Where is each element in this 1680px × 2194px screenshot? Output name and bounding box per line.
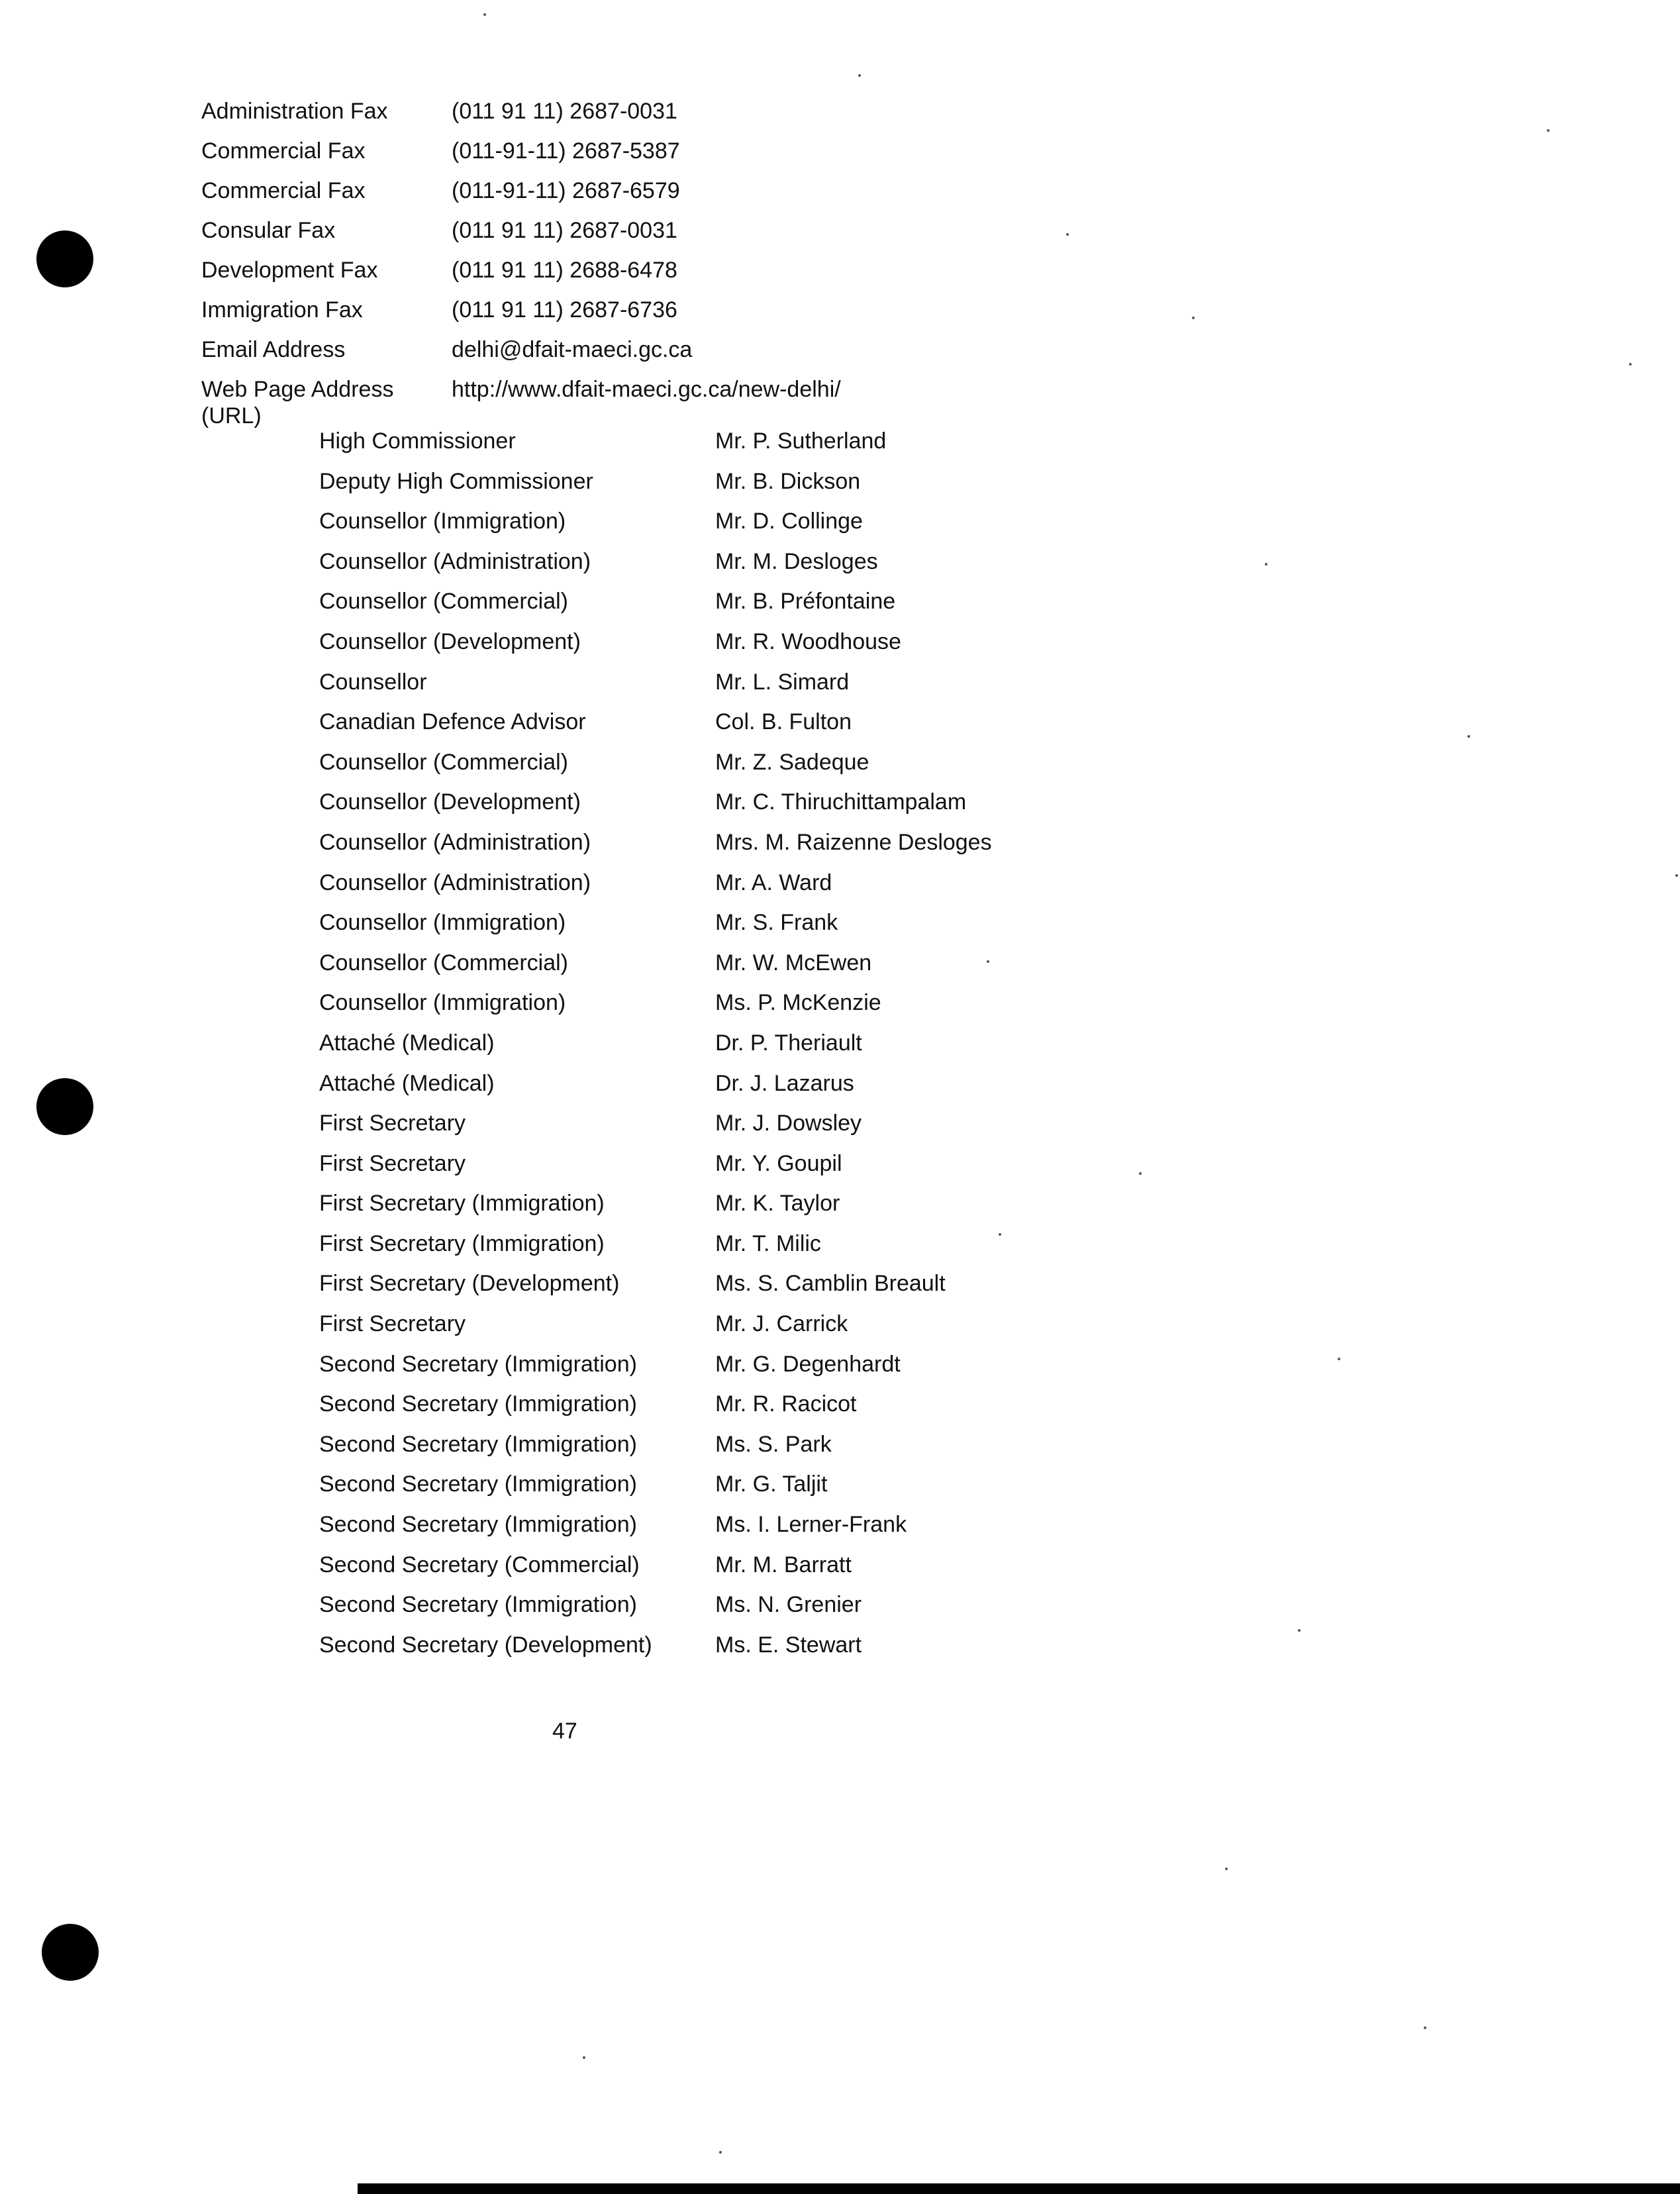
staff-name: Mr. L. Simard [715,669,850,695]
staff-row [319,789,1379,829]
staff-title: Counsellor (Administration) [319,870,591,895]
staff-row [319,669,1379,709]
staff-name: Mrs. M. Raizenne Desloges [715,829,992,855]
scan-speck [1265,563,1267,566]
contact-row [201,257,1128,297]
staff-title: Counsellor (Administration) [319,829,591,855]
staff-row [319,1311,1379,1351]
staff-row [319,1270,1379,1311]
staff-row [319,1471,1379,1511]
scan-speck [719,2151,722,2154]
staff-name: Ms. N. Grenier [715,1592,862,1618]
staff-name: Dr. J. Lazarus [715,1070,854,1096]
contact-row [201,98,1128,138]
staff-row [319,909,1379,950]
staff-name: Mr. Y. Goupil [715,1150,842,1176]
web-page-label-line1: Web Page Address [201,377,394,402]
staff-title: First Secretary (Immigration) [319,1191,605,1217]
staff-title: Second Secretary (Immigration) [319,1391,637,1417]
staff-title: Counsellor (Immigration) [319,990,566,1016]
staff-name: Mr. M. Barratt [715,1552,852,1577]
staff-name: Mr. G. Degenhardt [715,1351,901,1377]
punch-hole-top [36,230,93,287]
staff-title: Counsellor [319,669,427,695]
staff-name: Mr. S. Frank [715,910,838,936]
contact-value: (011 91 11) 2688-6478 [452,258,677,283]
staff-row [319,1150,1379,1191]
web-page-label [201,376,452,429]
staff-title: Second Secretary (Development) [319,1632,652,1658]
staff-row [319,1391,1379,1431]
staff-row [319,1552,1379,1592]
staff-row [319,829,1379,870]
contact-label: Development Fax [201,258,378,283]
scan-speck [1547,129,1550,132]
scan-speck [1675,874,1678,877]
scan-speck [999,1233,1001,1236]
bottom-rule [358,2183,1680,2194]
scan-speck [1467,735,1470,738]
punch-hole-middle [36,1078,93,1135]
web-page-row [201,376,1128,430]
staff-name: Ms. I. Lerner-Frank [715,1512,907,1538]
contact-label: Immigration Fax [201,297,363,323]
staff-name: Mr. B. Préfontaine [715,589,896,615]
scan-speck [1139,1172,1142,1175]
staff-title: Deputy High Commissioner [319,468,593,494]
staff-name: Mr. J. Dowsley [715,1111,862,1136]
staff-name: Ms. S. Park [715,1431,832,1457]
staff-row [319,628,1379,669]
staff-name: Mr. W. McEwen [715,950,872,975]
staff-name: Mr. R. Woodhouse [715,628,901,654]
staff-row [319,709,1379,749]
staff-name: Mr. J. Carrick [715,1311,848,1337]
staff-title: Second Secretary (Immigration) [319,1351,637,1377]
page-number: 47 [552,1719,577,1744]
staff-name: Ms. S. Camblin Breault [715,1271,946,1297]
contact-row [201,177,1128,217]
staff-title: Counsellor (Immigration) [319,910,566,936]
email-address: delhi@dfait-maeci.gc.ca [452,337,693,362]
staff-name: Ms. P. McKenzie [715,990,881,1016]
staff-name: Mr. M. Desloges [715,548,878,574]
staff-row [319,468,1379,509]
staff-row [319,1431,1379,1471]
staff-title: Attaché (Medical) [319,1070,495,1096]
staff-row [319,1110,1379,1150]
contact-list [201,98,1128,430]
staff-title: Counsellor (Development) [319,789,581,815]
staff-row [319,989,1379,1030]
staff-title: Counsellor (Administration) [319,548,591,574]
staff-name: Dr. P. Theriault [715,1030,862,1056]
contact-value: (011 91 11) 2687-0031 [452,218,677,243]
staff-title: Second Secretary (Commercial) [319,1552,640,1577]
staff-name: Mr. C. Thiruchittampalam [715,789,967,815]
staff-row [319,1632,1379,1672]
contact-row [201,297,1128,336]
staff-title: First Secretary (Development) [319,1271,620,1297]
web-page-url: http://www.dfait-maeci.gc.ca/new-delhi/ [452,377,841,402]
staff-row [319,1511,1379,1552]
staff-title: Second Secretary (Immigration) [319,1512,637,1538]
staff-title: Counsellor (Commercial) [319,589,568,615]
staff-row [319,950,1379,990]
contact-value: (011 91 11) 2687-6736 [452,297,677,323]
scan-speck [1298,1629,1301,1632]
staff-row [319,548,1379,589]
contact-value: (011-91-11) 2687-5387 [452,138,680,164]
scan-speck [583,2056,585,2059]
contact-value: (011-91-11) 2687-6579 [452,178,680,203]
staff-row [319,870,1379,910]
web-page-label-line2: (URL) [201,403,262,428]
staff-title: Canadian Defence Advisor [319,709,586,735]
staff-row [319,508,1379,548]
scan-speck [1225,1868,1228,1870]
staff-name: Mr. B. Dickson [715,468,861,494]
staff-name: Mr. D. Collinge [715,509,863,534]
contact-label: Consular Fax [201,218,336,243]
staff-title: Second Secretary (Immigration) [319,1471,637,1497]
staff-title: First Secretary [319,1111,466,1136]
contact-row [201,138,1128,177]
staff-title: Counsellor (Development) [319,628,581,654]
contact-label: Administration Fax [201,99,388,124]
staff-name: Mr. A. Ward [715,870,832,895]
contact-label: Commercial Fax [201,138,366,164]
staff-row [319,1190,1379,1230]
staff-title: Second Secretary (Immigration) [319,1592,637,1618]
scan-speck [1338,1358,1340,1360]
staff-title: First Secretary [319,1311,466,1337]
staff-name: Mr. G. Taljit [715,1471,828,1497]
staff-title: High Commissioner [319,428,516,454]
staff-title: First Secretary (Immigration) [319,1230,605,1256]
staff-name: Mr. P. Sutherland [715,428,887,454]
staff-title: First Secretary [319,1150,466,1176]
staff-name: Col. B. Fulton [715,709,852,735]
staff-name: Ms. E. Stewart [715,1632,862,1658]
contact-row [201,336,1128,376]
scan-speck [1424,2026,1426,2029]
staff-row [319,428,1379,468]
staff-row [319,1591,1379,1632]
contact-value: (011 91 11) 2687-0031 [452,99,677,124]
scan-speck [1629,363,1632,366]
staff-title: Counsellor (Commercial) [319,749,568,775]
staff-list [319,428,1379,1671]
staff-name: Mr. K. Taylor [715,1191,840,1217]
scan-speck [483,13,486,16]
staff-name: Mr. Z. Sadeque [715,749,869,775]
staff-row [319,1351,1379,1391]
scan-speck [858,74,861,77]
staff-name: Mr. R. Racicot [715,1391,857,1417]
email-label: Email Address [201,337,346,362]
staff-row [319,749,1379,789]
staff-row [319,1230,1379,1271]
staff-title: Counsellor (Immigration) [319,509,566,534]
staff-row [319,588,1379,628]
staff-row [319,1030,1379,1070]
staff-row [319,1070,1379,1111]
scan-speck [1066,233,1069,236]
staff-title: Attaché (Medical) [319,1030,495,1056]
staff-name: Mr. T. Milic [715,1230,821,1256]
staff-title: Counsellor (Commercial) [319,950,568,975]
staff-title: Second Secretary (Immigration) [319,1431,637,1457]
contact-row [201,217,1128,257]
contact-label: Commercial Fax [201,178,366,203]
scan-speck [1192,317,1195,319]
scan-speck [987,960,989,963]
punch-hole-bottom [42,1924,99,1981]
